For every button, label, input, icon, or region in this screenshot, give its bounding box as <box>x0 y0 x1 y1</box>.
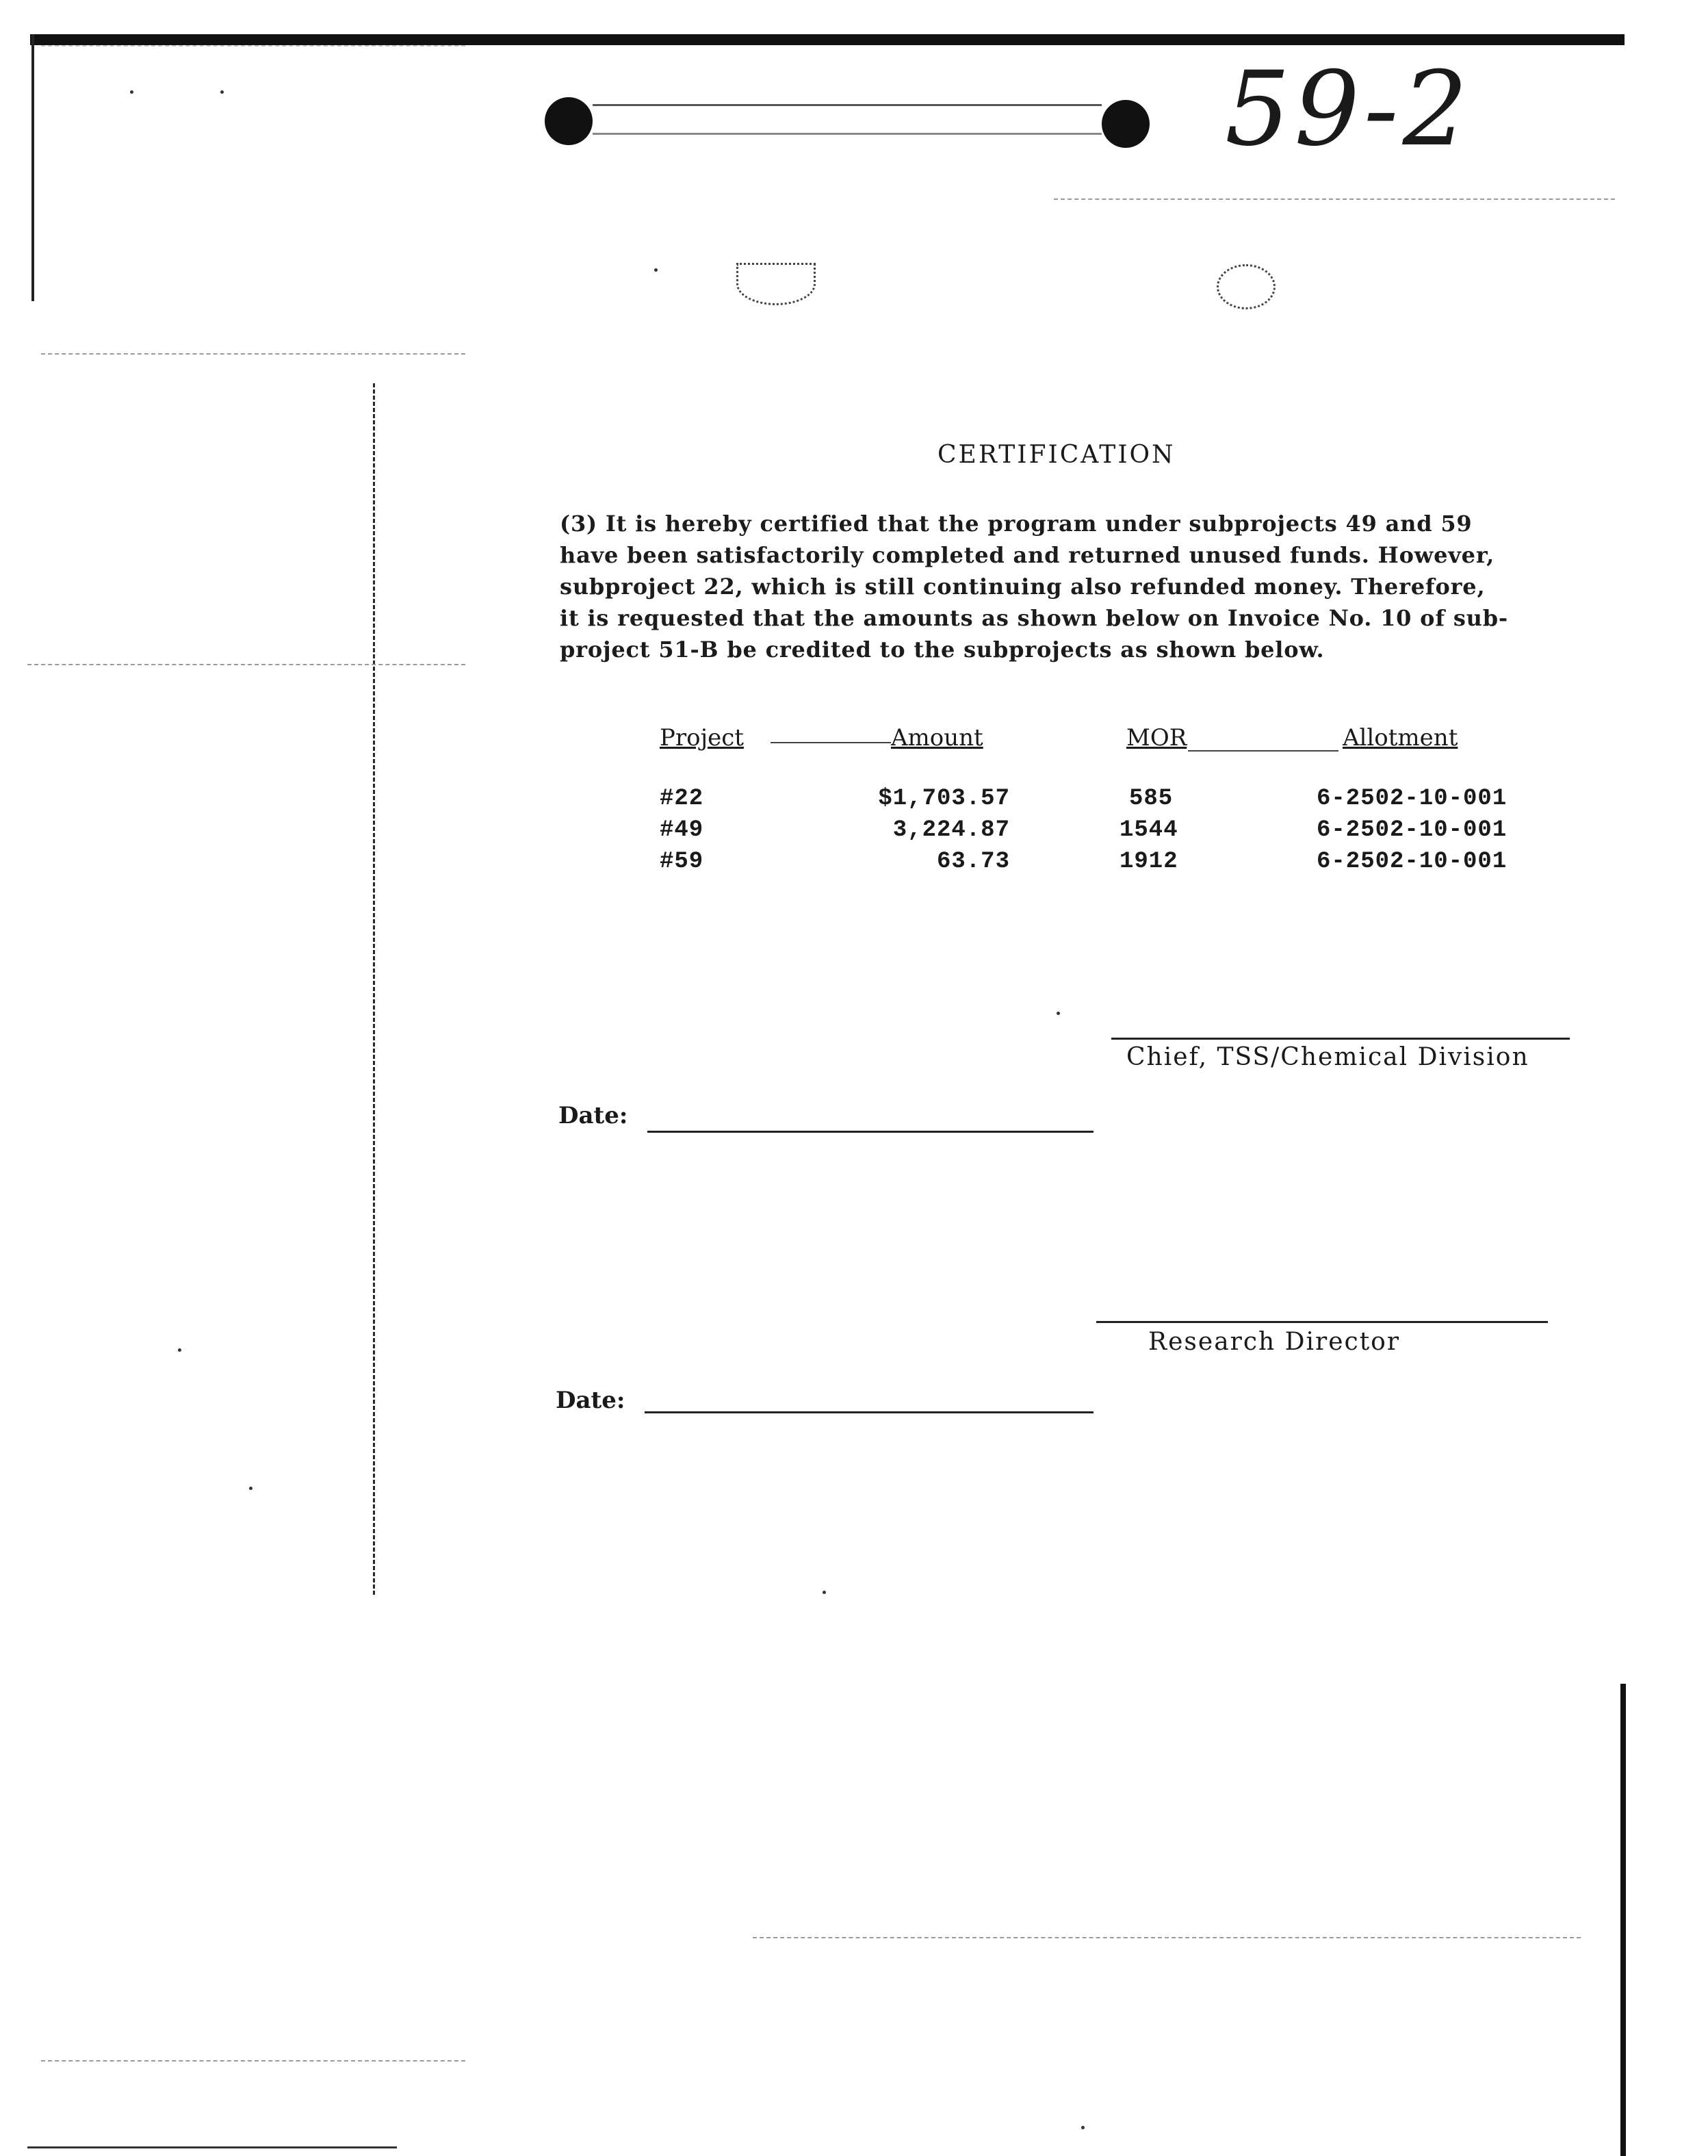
header-rule <box>771 742 891 743</box>
date-line-director <box>645 1411 1094 1413</box>
scan-speck <box>130 90 133 94</box>
table-cell-mor: 1544 <box>1120 817 1178 843</box>
scan-faint-line <box>753 1937 1581 1938</box>
scan-faint-line <box>41 2060 465 2062</box>
table-cell-mor: 1912 <box>1120 849 1178 875</box>
scan-border-left <box>31 34 34 301</box>
table-cell-project: #22 <box>660 786 704 812</box>
date-label: Date: <box>558 1102 628 1129</box>
paragraph-line: have been satisfactorily completed and returned unused funds. However, <box>560 542 1495 568</box>
table-cell-amount: 63.73 <box>936 849 1010 875</box>
table-cell-project: #59 <box>660 849 704 875</box>
scan-border-bottom <box>27 2146 397 2148</box>
paragraph-line: project 51-B be credited to the subprojects as shown below. <box>560 637 1325 663</box>
table-cell-mor: 585 <box>1129 786 1174 812</box>
signature-label-chief: Chief, TSS/Chemical Division <box>1126 1043 1529 1071</box>
scan-speck <box>1081 2126 1085 2129</box>
table-cell-amount: $1,703.57 <box>878 786 1010 812</box>
signature-line-chief <box>1111 1038 1570 1040</box>
table-header-allotment: Allotment <box>1343 724 1458 752</box>
punch-hole <box>1102 100 1150 148</box>
table-cell-amount: 3,224.87 <box>892 817 1010 843</box>
scan-smudge <box>736 263 816 305</box>
table-cell-allotment: 6-2502-10-001 <box>1317 817 1508 843</box>
scan-speck <box>823 1591 826 1594</box>
scan-speck <box>654 268 658 272</box>
table-cell-allotment: 6-2502-10-001 <box>1317 849 1508 875</box>
date-line-chief <box>647 1131 1094 1133</box>
paragraph-line: it is requested that the amounts as shown below on Invoice No. 10 of sub- <box>560 605 1508 631</box>
punch-hole <box>545 97 593 145</box>
table-header-amount: Amount <box>891 724 983 752</box>
hole-connector-line <box>593 104 1102 106</box>
certification-paragraph <box>560 508 1573 665</box>
scan-smudge <box>1217 264 1276 309</box>
scan-faint-line <box>41 45 465 47</box>
date-label: Date: <box>556 1387 625 1414</box>
paragraph-line: subproject 22, which is still continuing also refunded money. Therefore, <box>560 574 1486 600</box>
scan-speck <box>178 1348 181 1352</box>
scan-speck <box>220 90 224 94</box>
scan-border-right <box>1620 1684 1626 2156</box>
signature-line-director <box>1096 1321 1548 1323</box>
scan-speck <box>249 1487 253 1490</box>
handwritten-page-mark: 59-2 <box>1225 50 1472 169</box>
signature-label-director: Research Director <box>1148 1328 1401 1356</box>
scan-faint-line <box>41 353 465 355</box>
scan-faint-line <box>1054 198 1615 200</box>
header-rule <box>1188 750 1338 752</box>
table-header-mor: MOR <box>1126 724 1187 752</box>
scan-speck <box>1057 1012 1060 1015</box>
table-cell-project: #49 <box>660 817 704 843</box>
table-cell-allotment: 6-2502-10-001 <box>1317 786 1508 812</box>
page-title: CERTIFICATION <box>937 441 1176 469</box>
scan-dashed-margin <box>373 383 375 1595</box>
hole-connector-line <box>593 133 1102 135</box>
scan-faint-line <box>27 664 465 665</box>
table-header-project: Project <box>660 724 744 752</box>
scan-border-top <box>30 34 1625 45</box>
paragraph-line: (3) It is hereby certified that the program under subprojects 49 and 59 <box>560 511 1473 537</box>
